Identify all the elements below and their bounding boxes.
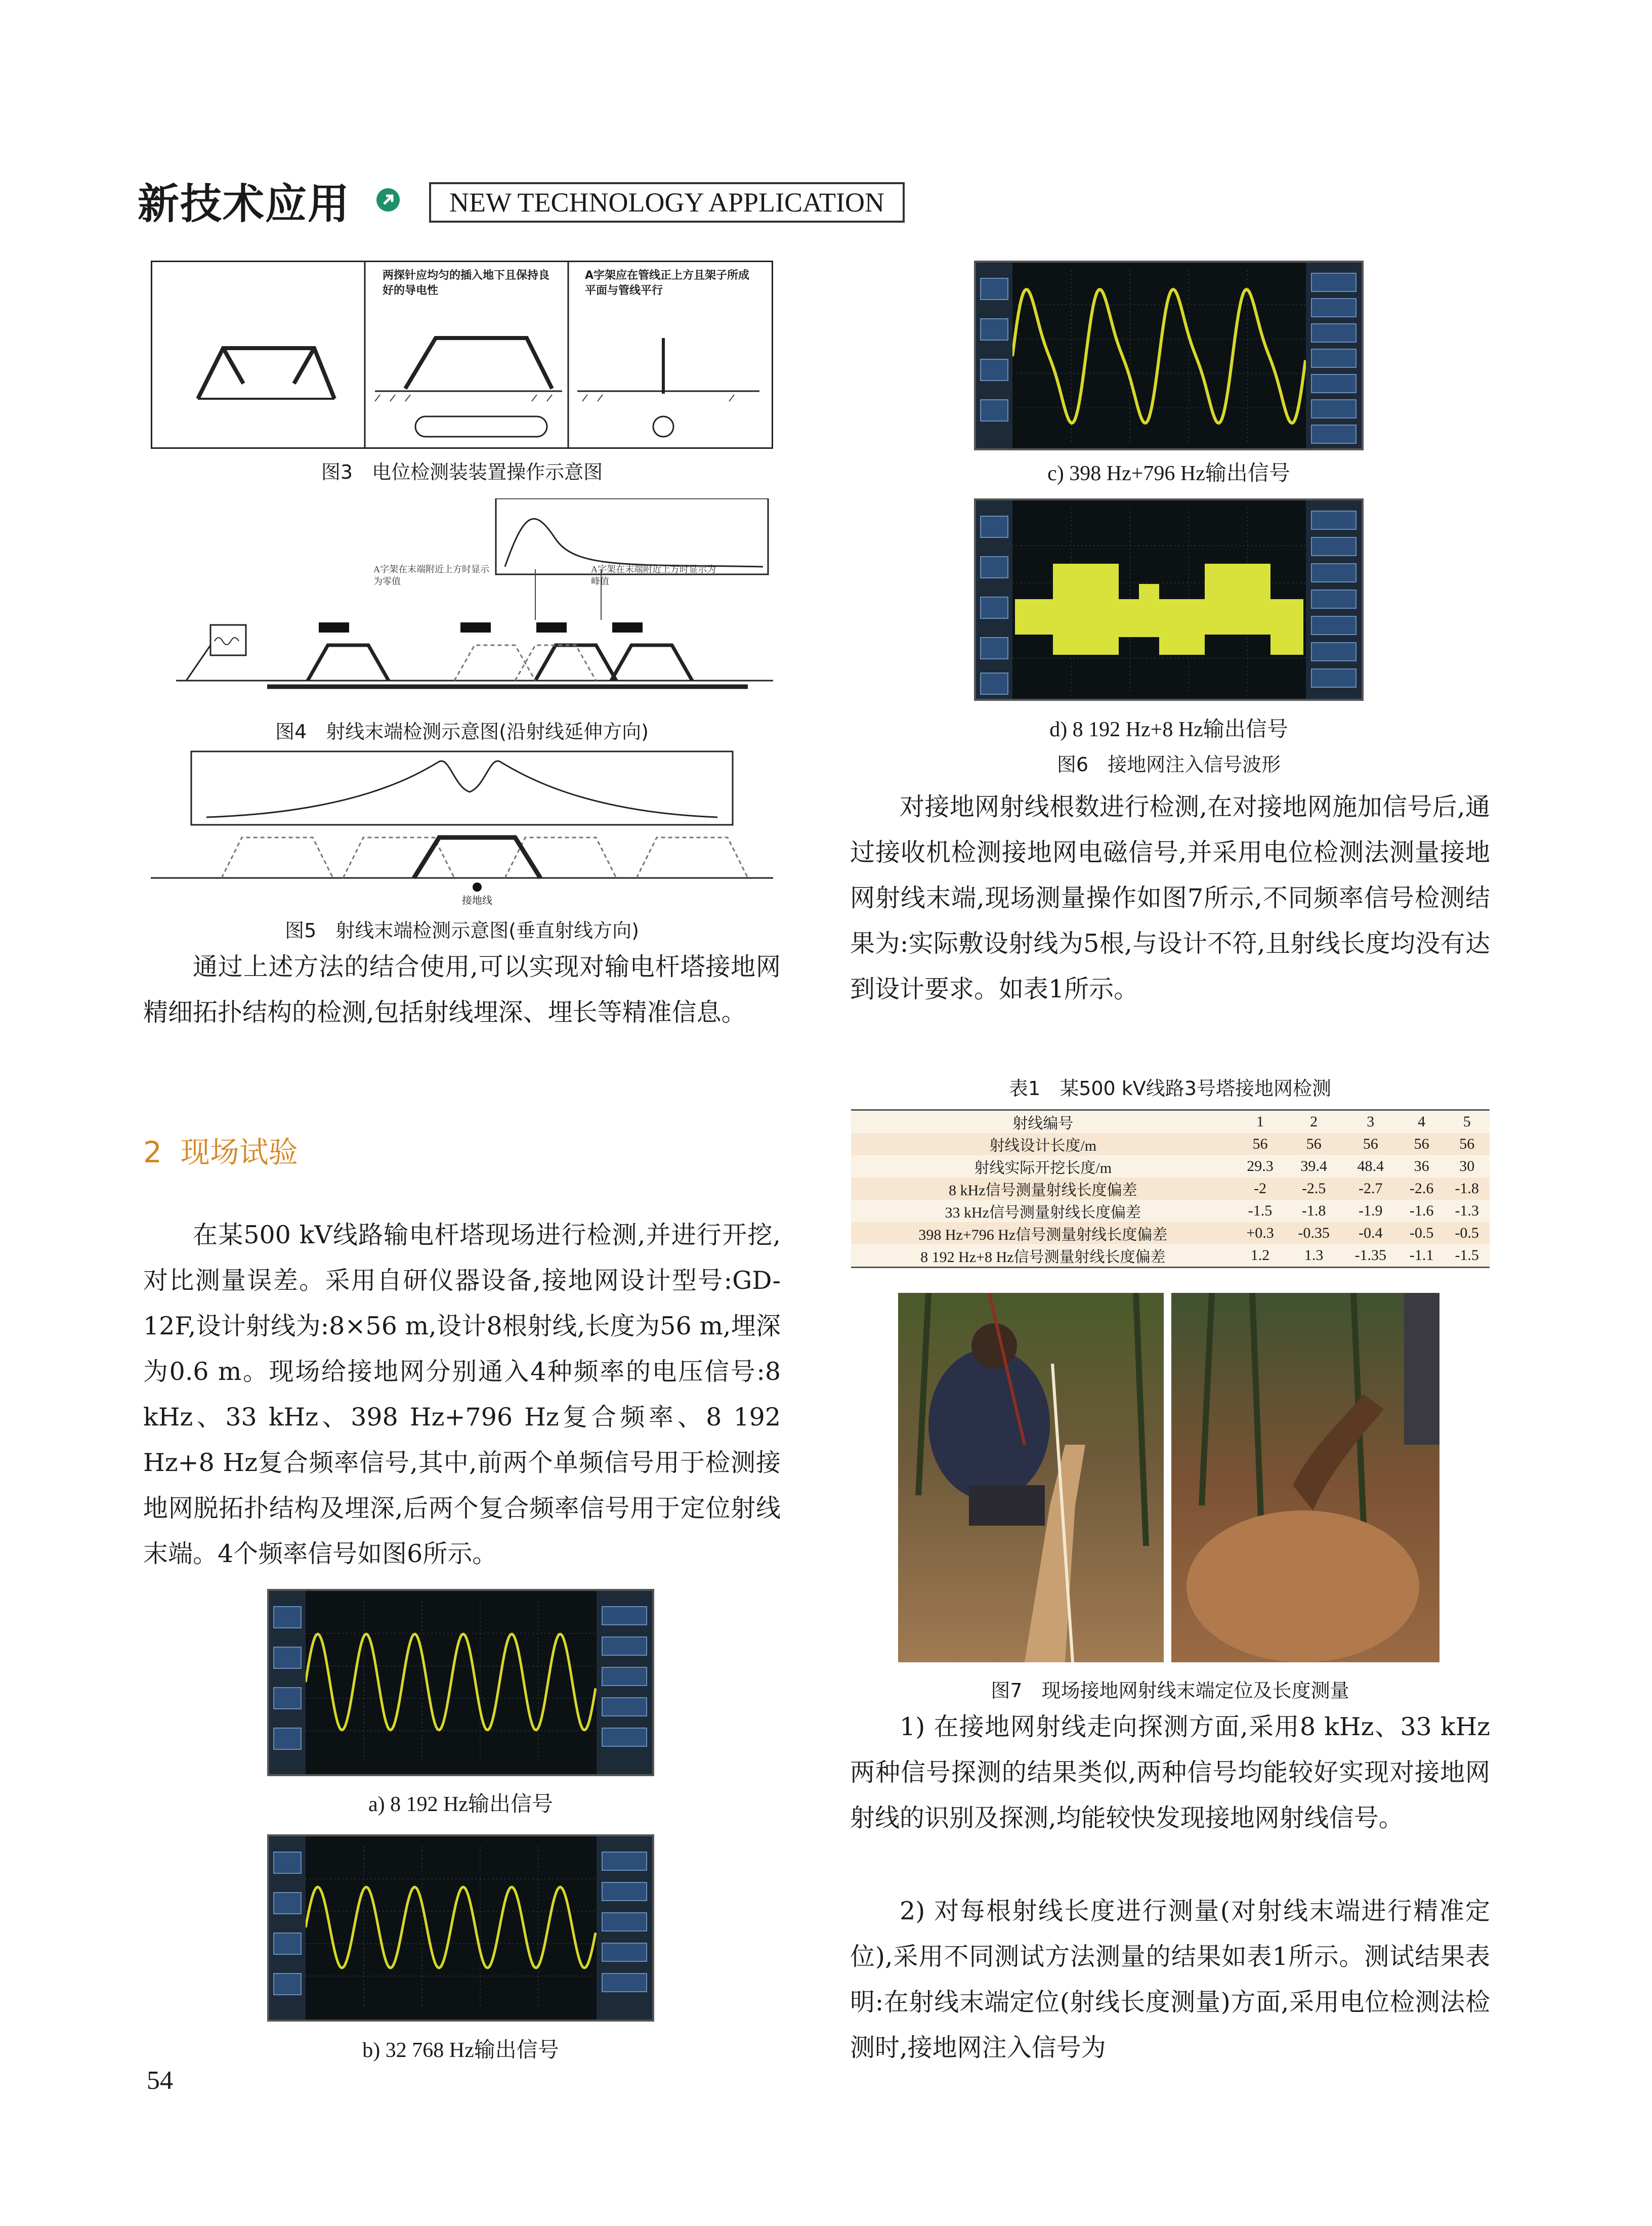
section-heading: [143, 1128, 298, 1171]
right-paragraph-3: 2) 对每根射线长度进行测量(对射线末端进行精准定位),采用不同测试方法测量的结果如表1所示。测试结果表明:在射线末端定位(射线长度测量)方面,采用电位检测法检测时,接地网注入信号为: [850, 1897, 1490, 2062]
page-number: 54: [147, 2066, 173, 2095]
table-cell: 56: [1235, 1133, 1286, 1155]
table-header-cell: 1: [1235, 1110, 1286, 1133]
table-cell: -0.5: [1399, 1222, 1445, 1244]
figure-6a-caption: a) 8 192 Hz输出信号: [368, 1793, 554, 1816]
table-cell: -0.5: [1444, 1222, 1490, 1244]
table-cell: -2.6: [1399, 1178, 1445, 1200]
table-1: [851, 1109, 1490, 1268]
table-cell: 8 kHz信号测量射线长度偏差: [851, 1178, 1235, 1200]
table-cell: 30: [1444, 1155, 1490, 1178]
figure-6b-caption: b) 32 768 Hz输出信号: [362, 2039, 559, 2062]
figure-7-caption: 图7 现场接地网射线末端定位及长度测量: [991, 1679, 1349, 1702]
table-header-cell: 5: [1444, 1110, 1490, 1133]
table-cell: 398 Hz+796 Hz信号测量射线长度偏差: [851, 1222, 1235, 1244]
scope-waveform-a: [306, 1601, 597, 1763]
left-paragraph-2: 在某500 kV线路输电杆塔现场进行检测,并进行开挖,对比测量误差。采用自研仪器设备,接地网设计型号:GD-12F,设计射线为:8×56 m,设计8根射线,长度为56 m,埋深为0.6 m。现场给接地网分别通入4种频率的电压信号:8 kHz、33 kHz、398 Hz+796 Hz复合频率、8 192 Hz+8 Hz复合频率信号,其中,前两个单频信号用于检测接地网脱拓扑结构及埋深,后两个复合频率信号用于定位射线末端。4个频率信号如图6所示。: [143, 1221, 781, 1568]
table-cell: -1.3: [1444, 1200, 1490, 1222]
table-cell: 36: [1399, 1155, 1445, 1178]
table-cell: -1.35: [1342, 1244, 1399, 1268]
table-cell: -1.5: [1444, 1244, 1490, 1268]
right-paragraph-1: 对接地网射线根数进行检测,在对接地网施加信号后,通过接收机检测接地网电磁信号,并采用电位检测法测量接地网射线末端,现场测量操作如图7所示,不同频率信号检测结果为:实际敷设射线为5根,与设计不符,且射线长度均没有达到设计要求。如表1所示。: [850, 792, 1490, 1003]
table-header-cell: 3: [1342, 1110, 1399, 1133]
figure-3-note-left: 两探针应均匀的插入地下且保持良好的导电性: [383, 269, 550, 297]
figure-4-caption: 图4 射线末端检测示意图(沿射线延伸方向): [275, 721, 649, 743]
arrow-badge-icon: [376, 188, 400, 212]
figure-6d-caption: d) 8 192 Hz+8 Hz输出信号: [1049, 718, 1288, 741]
figure-3-note-right: A字架应在管线正上方且架子所成平面与管线平行: [585, 269, 750, 297]
figure-6c-caption: c) 398 Hz+796 Hz输出信号: [1047, 462, 1290, 485]
table-cell: 33 kHz信号测量射线长度偏差: [851, 1200, 1235, 1222]
table-cell: -2: [1235, 1178, 1286, 1200]
scope-screenshot-a: [267, 1589, 654, 1776]
figure-6-caption: 图6 接地网注入信号波形: [1056, 753, 1281, 776]
figure-4-note-left: A字架在末端附近上方时显示为零值: [373, 564, 489, 586]
table-row: [851, 1155, 1490, 1178]
table-cell: +0.3: [1235, 1222, 1286, 1244]
figure-5-diagram: [151, 746, 773, 906]
table-header-row: [851, 1110, 1490, 1133]
table-row: [851, 1200, 1490, 1222]
table-cell: -2.5: [1286, 1178, 1342, 1200]
table-row: [851, 1133, 1490, 1155]
table-header-cell: 射线编号: [851, 1110, 1235, 1133]
section-number: 2: [143, 1135, 162, 1169]
table-cell: -1.8: [1444, 1178, 1490, 1200]
right-paragraph-2: 1) 在接地网射线走向探测方面,采用8 kHz、33 kHz两种信号探测的结果类似,两种信号均能较好实现对接地网射线的识别及探测,均能较快发现接地网射线信号。: [850, 1712, 1490, 1832]
table-cell: -2.7: [1342, 1178, 1399, 1200]
table-cell: 56: [1444, 1133, 1490, 1155]
table-cell: 39.4: [1286, 1155, 1342, 1178]
table-cell: -1.1: [1399, 1244, 1445, 1268]
table-cell: 1.3: [1286, 1244, 1342, 1268]
table-cell: 射线实际开挖长度/m: [851, 1155, 1235, 1178]
figure-5-caption: 图5 射线末端检测示意图(垂直射线方向): [285, 919, 639, 942]
table-header-cell: 2: [1286, 1110, 1342, 1133]
scope-waveform-b: [306, 1846, 597, 2008]
table-cell: 56: [1342, 1133, 1399, 1155]
figure-5-label: 接地线: [462, 895, 492, 906]
table-cell: -1.6: [1399, 1200, 1445, 1222]
table-cell: 1.2: [1235, 1244, 1286, 1268]
table-cell: 29.3: [1235, 1155, 1286, 1178]
figure-3-diagram: [151, 261, 773, 449]
scope-screenshot-d: [974, 498, 1364, 701]
left-paragraph-1: 通过上述方法的结合使用,可以实现对输电杆塔接地网精细拓扑结构的检测,包括射线埋深、埋长等精准信息。: [143, 952, 781, 1027]
table-row: [851, 1178, 1490, 1200]
scope-waveform-d: [1012, 508, 1306, 695]
table-cell: -1.9: [1342, 1200, 1399, 1222]
scope-waveform-c: [1012, 270, 1306, 442]
figure-3-caption: 图3 电位检测装装置操作示意图: [321, 461, 603, 483]
table-1-caption: 表1 某500 kV线路3号塔接地网检测: [1009, 1077, 1331, 1100]
table-cell: -0.35: [1286, 1222, 1342, 1244]
figure-7-photo: [898, 1293, 1439, 1662]
table-cell: 48.4: [1342, 1155, 1399, 1178]
section-title: 现场试验: [180, 1135, 298, 1169]
table-header-cell: 4: [1399, 1110, 1445, 1133]
table-row: [851, 1244, 1490, 1268]
table-cell: -1.8: [1286, 1200, 1342, 1222]
table-cell: -0.4: [1342, 1222, 1399, 1244]
table-cell: 56: [1399, 1133, 1445, 1155]
section-header-title: 新技术应用: [138, 180, 351, 228]
scope-screenshot-b: [267, 1834, 654, 2022]
table-cell: 8 192 Hz+8 Hz信号测量射线长度偏差: [851, 1244, 1235, 1268]
table-cell: 56: [1286, 1133, 1342, 1155]
figure-4-diagram: [151, 498, 773, 701]
table-cell: 射线设计长度/m: [851, 1133, 1235, 1155]
scope-screenshot-c: [974, 261, 1364, 450]
table-row: [851, 1222, 1490, 1244]
table-cell: -1.5: [1235, 1200, 1286, 1222]
section-header-subtitle: NEW TECHNOLOGY APPLICATION: [429, 182, 905, 223]
figure-4-note-right: A字架在末端附近上方时显示为峰值: [591, 564, 716, 586]
